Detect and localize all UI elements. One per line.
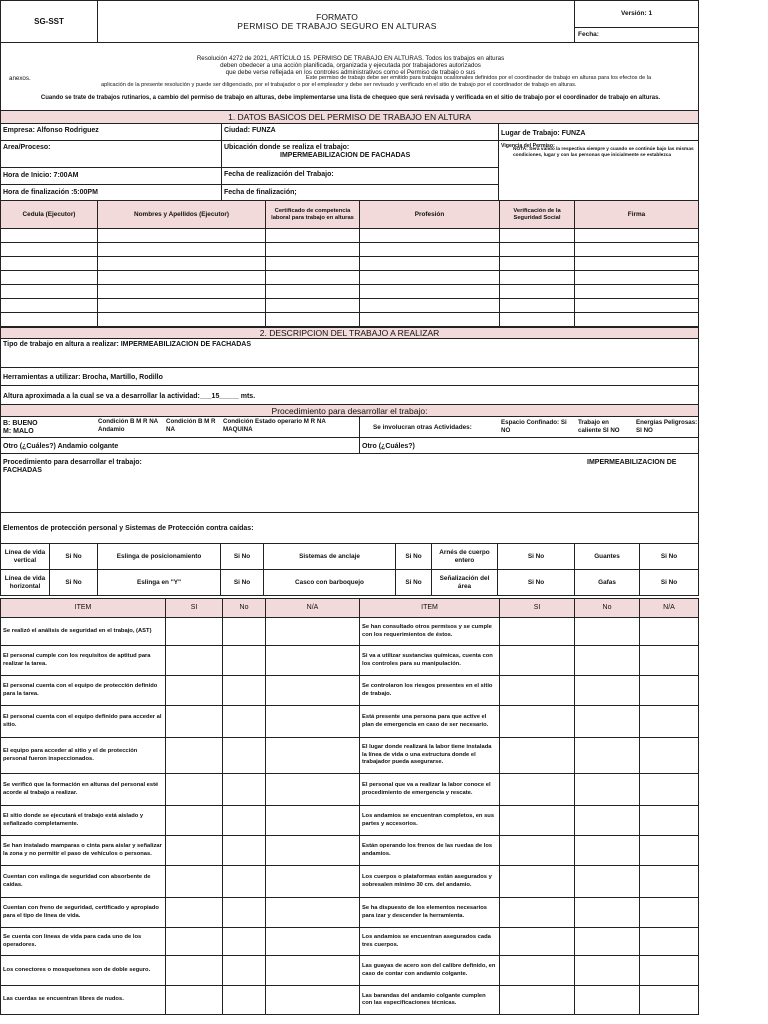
checklist-item-left: El personal cumple con los requisitos de aptitud para realizar la tarea. bbox=[0, 645, 166, 676]
checklist-si[interactable] bbox=[499, 675, 575, 706]
checklist-no[interactable] bbox=[574, 773, 640, 806]
worker-cell[interactable] bbox=[0, 228, 98, 243]
bueno-label: B: BUENO bbox=[3, 420, 38, 427]
col-seguridad-social: Verificación de la Seguridad Social bbox=[499, 200, 575, 229]
altura-label: Altura aproximada a la cual se va a desarrollar la actividad:___15_____ mts. bbox=[3, 393, 256, 400]
checklist-no[interactable] bbox=[222, 927, 266, 956]
checklist-si[interactable] bbox=[499, 737, 575, 774]
epp-item: Eslinga de posicionamiento bbox=[97, 543, 221, 570]
worker-cell[interactable] bbox=[359, 228, 500, 243]
checklist-si[interactable] bbox=[499, 985, 575, 1015]
checklist-na[interactable] bbox=[639, 645, 699, 676]
worker-cell[interactable] bbox=[0, 312, 98, 327]
checklist-si[interactable] bbox=[165, 955, 223, 986]
fecha-realizacion-cell bbox=[221, 167, 499, 185]
empresa-label: Empresa: Alfonso Rodriguez bbox=[3, 127, 99, 134]
worker-cell[interactable] bbox=[97, 270, 266, 285]
worker-cell[interactable] bbox=[0, 270, 98, 285]
checklist-na[interactable] bbox=[265, 835, 360, 866]
intro-line4-left: anexos. bbox=[9, 75, 31, 82]
checklist-na[interactable] bbox=[265, 705, 360, 738]
ubicacion-value: IMPERMEABILIZACION DE FACHADAS bbox=[280, 152, 411, 159]
checklist-si[interactable] bbox=[499, 773, 575, 806]
divider bbox=[359, 416, 360, 438]
tipo-label: Tipo de trabajo en altura a realizar: IMPERMEABILIZACION DE FACHADAS bbox=[3, 341, 252, 348]
checklist-no[interactable] bbox=[222, 675, 266, 706]
vigencia-cell bbox=[498, 140, 699, 201]
checklist-item-right: Las guayas de acero son del calibre definido, en caso de contar con andamio colgante. bbox=[359, 955, 500, 986]
worker-cell[interactable] bbox=[499, 228, 575, 243]
checklist-item-left: Cuentan con eslinga de seguridad con absorbente de caídas. bbox=[0, 865, 166, 898]
intro-line3: que debe verse reflejada en los controles administrativos como el Permiso de trabajo o sus bbox=[225, 69, 476, 76]
checklist-header: No bbox=[222, 598, 266, 618]
col-nombres: Nombres y Apellidos (Ejecutor) bbox=[97, 200, 266, 229]
checklist-item-right: Está presente una persona para que active el plan de emergencia en caso de ser necesario. bbox=[359, 705, 500, 738]
checklist-no[interactable] bbox=[574, 645, 640, 676]
checklist-si[interactable] bbox=[165, 985, 223, 1015]
section2-title: 2. DESCRIPCION DEL TRABAJO A REALIZAR bbox=[0, 327, 699, 339]
worker-cell[interactable] bbox=[574, 228, 699, 243]
checklist-si[interactable] bbox=[499, 927, 575, 956]
checklist-no[interactable] bbox=[222, 835, 266, 866]
checklist-si[interactable] bbox=[165, 927, 223, 956]
checklist-si[interactable] bbox=[499, 705, 575, 738]
epp-item: Sistemas de anclaje bbox=[263, 543, 396, 570]
worker-cell[interactable] bbox=[265, 298, 360, 313]
checklist-na[interactable] bbox=[265, 955, 360, 986]
intro-line5: aplicación de la presente resolución y puede ser diligenciado, por el trabajador o por el empleador y debe ser revisado y verificado en el sitio de trabajo por el coordinador de trabajo en alturas. bbox=[101, 82, 577, 88]
otras-actividades-label: Se involucran otras Actividades: bbox=[373, 424, 472, 431]
procedimiento-title: Procedimiento para desarrollar el trabajo: bbox=[0, 404, 699, 417]
date-label: Fecha: bbox=[578, 31, 599, 38]
checklist-na[interactable] bbox=[639, 897, 699, 928]
malo-label: M: MALO bbox=[3, 428, 34, 435]
worker-cell[interactable] bbox=[499, 242, 575, 257]
epp-si-no[interactable]: Si No bbox=[220, 569, 264, 596]
energias-peligrosas: Energías Peligrosas: SI NO bbox=[636, 419, 698, 434]
worker-cell[interactable] bbox=[0, 298, 98, 313]
otro2-label: Otro (¿Cuáles?) bbox=[362, 443, 415, 450]
checklist-no[interactable] bbox=[222, 705, 266, 738]
checklist-header: ITEM bbox=[0, 598, 166, 618]
area-label: Area/Proceso: bbox=[3, 144, 51, 151]
epp-item: Línea de vida horizontal bbox=[0, 569, 50, 596]
version-label: Versión: 1 bbox=[621, 10, 653, 17]
checklist-item-right: Los andamios se encuentran completos, en sus partes y accesorios. bbox=[359, 805, 500, 836]
worker-cell[interactable] bbox=[97, 256, 266, 271]
epp-item: Guantes bbox=[574, 543, 640, 570]
checklist-si[interactable] bbox=[499, 617, 575, 646]
checklist-item-left: Se verificó que la formación en alturas del personal esté acorde al trabajo a realizar. bbox=[0, 773, 166, 806]
checklist-item-left: Las cuerdas se encuentran libres de nudos. bbox=[0, 985, 166, 1015]
form-title bbox=[97, 0, 575, 43]
worker-cell[interactable] bbox=[499, 312, 575, 327]
checklist-si[interactable] bbox=[165, 865, 223, 898]
epp-title-cell bbox=[0, 512, 699, 544]
checklist-si[interactable] bbox=[499, 955, 575, 986]
checklist-na[interactable] bbox=[265, 927, 360, 956]
hora-fin-cell bbox=[0, 184, 222, 201]
proc-value: IMPERMEABILIZACION DE bbox=[587, 459, 677, 466]
checklist-si[interactable] bbox=[499, 835, 575, 866]
worker-cell[interactable] bbox=[97, 242, 266, 257]
checklist-item-right: Están operando los frenos de las ruedas de los andamios. bbox=[359, 835, 500, 866]
epp-si-no[interactable]: Si No bbox=[497, 543, 575, 570]
checklist-na[interactable] bbox=[265, 865, 360, 898]
checklist-item-right: Se han consultado otros permisos y se cumple con los requerimientos de éstos. bbox=[359, 617, 500, 646]
epp-title: Elementos de protección personal y Sistemas de Protección contra caídas: bbox=[3, 525, 254, 532]
checklist-header: N/A bbox=[265, 598, 360, 618]
checklist-item-left: Los conectores o mosquetones son de doble seguro. bbox=[0, 955, 166, 986]
checklist-item-right: Las barandas del andamio colgante cumplen con las especificaciones técnicas. bbox=[359, 985, 500, 1015]
checklist-no[interactable] bbox=[222, 645, 266, 676]
hora-fin-label: Hora de finalización :5:00PM bbox=[3, 189, 98, 196]
checklist-na[interactable] bbox=[639, 835, 699, 866]
epp-si-no[interactable]: Si No bbox=[639, 543, 699, 570]
worker-cell[interactable] bbox=[265, 242, 360, 257]
checklist-item-right: Se ha dispuesto de los elementos necesarios para izar y descender la herramienta. bbox=[359, 897, 500, 928]
lugar-cell bbox=[498, 123, 699, 141]
worker-cell[interactable] bbox=[359, 270, 500, 285]
epp-si-no[interactable]: Si No bbox=[49, 543, 98, 570]
version-cell bbox=[574, 0, 699, 28]
checklist-header: No bbox=[574, 598, 640, 618]
checklist-item-left: El personal cuenta con el equipo definido para acceder al sitio. bbox=[0, 705, 166, 738]
date-cell bbox=[574, 27, 699, 43]
worker-cell[interactable] bbox=[0, 256, 98, 271]
epp-item: Señalización del área bbox=[431, 569, 498, 596]
checklist-si[interactable] bbox=[499, 805, 575, 836]
conditions-row bbox=[0, 416, 699, 438]
checklist-si[interactable] bbox=[165, 675, 223, 706]
checklist-no[interactable] bbox=[222, 737, 266, 774]
col-profesion: Profesión bbox=[359, 200, 500, 229]
checklist-no[interactable] bbox=[574, 737, 640, 774]
checklist-na[interactable] bbox=[639, 705, 699, 738]
checklist-na[interactable] bbox=[639, 955, 699, 986]
checklist-header: SI bbox=[499, 598, 575, 618]
worker-cell[interactable] bbox=[574, 270, 699, 285]
checklist-na[interactable] bbox=[639, 927, 699, 956]
checklist-na[interactable] bbox=[265, 897, 360, 928]
checklist-header: SI bbox=[165, 598, 223, 618]
hora-inicio-label: Hora de Inicio: 7:00AM bbox=[3, 172, 79, 179]
checklist-si[interactable] bbox=[165, 705, 223, 738]
col-cedula: Cedula (Ejecutor) bbox=[0, 200, 98, 229]
checklist-na[interactable] bbox=[639, 985, 699, 1015]
checklist-no[interactable] bbox=[222, 897, 266, 928]
worker-cell[interactable] bbox=[574, 312, 699, 327]
hora-inicio-cell bbox=[0, 167, 222, 185]
checklist-no[interactable] bbox=[574, 805, 640, 836]
worker-cell[interactable] bbox=[499, 298, 575, 313]
epp-item: Eslinga en "Y" bbox=[97, 569, 221, 596]
col-firma: Firma bbox=[574, 200, 699, 229]
checklist-no[interactable] bbox=[222, 773, 266, 806]
worker-cell[interactable] bbox=[574, 284, 699, 299]
checklist-si[interactable] bbox=[165, 897, 223, 928]
epp-si-no[interactable]: Si No bbox=[639, 569, 699, 596]
checklist-item-right: El personal que va a realizar la labor conoce el procedimiento de emergencia y rescate. bbox=[359, 773, 500, 806]
worker-cell[interactable] bbox=[499, 284, 575, 299]
epp-item: Línea de vida vertical bbox=[0, 543, 50, 570]
section1-title: 1. DATOS BASICOS DEL PERMISO DE TRABAJO EN ALTURA bbox=[0, 110, 699, 124]
herramientas-label: Herramientas a utilizar: Brocha, Martillo, Rodillo bbox=[3, 374, 163, 381]
lugar-label: Lugar de Trabajo: FUNZA bbox=[501, 130, 586, 137]
checklist-item-right: Si va a utilizar sustancias químicas, cuenta con los controles para su manipulación. bbox=[359, 645, 500, 676]
intro-line2: deben obedecer a una acción planificada, organizada y ejecutada por trabajadores autorizados bbox=[220, 62, 481, 69]
title-line2: PERMISO DE TRABAJO SEGURO EN ALTURAS bbox=[237, 21, 437, 31]
worker-cell[interactable] bbox=[97, 284, 266, 299]
intro-box bbox=[0, 42, 699, 111]
otro1-label: Otro (¿Cuáles?) Andamio colgante bbox=[3, 443, 119, 450]
worker-cell[interactable] bbox=[265, 228, 360, 243]
epp-item: Gafas bbox=[574, 569, 640, 596]
col-certificado: Certificado de competencia laboral para trabajo en alturas bbox=[265, 200, 360, 229]
proc-label: Procedimiento para desarrollar el trabajo: bbox=[3, 459, 142, 466]
worker-cell[interactable] bbox=[359, 312, 500, 327]
checklist-na[interactable] bbox=[265, 675, 360, 706]
checklist-item-left: Se cuenta con líneas de vida para cada uno de los operadores. bbox=[0, 927, 166, 956]
checklist-item-left: Se realizó el análisis de seguridad en el trabajo, (AST) bbox=[0, 617, 166, 646]
checklist-no[interactable] bbox=[574, 835, 640, 866]
worker-cell[interactable] bbox=[359, 298, 500, 313]
condicion3: Condición Estado operario M R NA MAQUINA bbox=[223, 418, 326, 433]
checklist-no[interactable] bbox=[222, 985, 266, 1015]
checklist-item-right: Se controlaron los riesgos presentes en el sitio de trabajo. bbox=[359, 675, 500, 706]
checklist-si[interactable] bbox=[165, 835, 223, 866]
tipo-cell bbox=[0, 338, 699, 368]
checklist-header: N/A bbox=[639, 598, 699, 618]
vigencia-note: NOTA: Será valido la respectiva siempre y cuando se continúe bajo las mismas condiciones, lugar y con las personas que inicialmente se establezca bbox=[513, 147, 694, 159]
checklist-item-left: El sitio donde se ejecutará el trabajo está aislado y señalizado completamente. bbox=[0, 805, 166, 836]
worker-cell[interactable] bbox=[265, 312, 360, 327]
checklist-si[interactable] bbox=[499, 865, 575, 898]
trabajo-caliente: Trabajo en caliente SI NO bbox=[578, 419, 620, 434]
checklist-no[interactable] bbox=[222, 865, 266, 898]
worker-cell[interactable] bbox=[265, 270, 360, 285]
checklist-no[interactable] bbox=[222, 805, 266, 836]
checklist-na[interactable] bbox=[265, 645, 360, 676]
worker-cell[interactable] bbox=[359, 256, 500, 271]
vigencia-label: Vigencia del Permiso: bbox=[501, 143, 555, 149]
empresa-cell bbox=[0, 123, 222, 141]
fecha-fin-label: Fecha de finalización; bbox=[224, 189, 297, 196]
proc-value2: FACHADAS bbox=[3, 467, 42, 474]
checklist-si[interactable] bbox=[165, 737, 223, 774]
espacio-confinado: Espacio Confinado: Si NO bbox=[501, 419, 567, 434]
worker-cell[interactable] bbox=[574, 256, 699, 271]
altura-cell bbox=[0, 385, 699, 405]
worker-cell[interactable] bbox=[359, 242, 500, 257]
area-cell bbox=[0, 140, 222, 168]
checklist-item-left: Se han instalado mamparas o cinta para aislar y señalizar la zona y no permitir el paso de vehículos o personas. bbox=[0, 835, 166, 866]
ubicacion-label: Ubicación donde se realiza el trabajo: bbox=[224, 144, 350, 151]
epp-si-no[interactable]: Si No bbox=[395, 543, 432, 570]
checklist-item-right: Los andamios se encuentran asegurados cada tres cuerpos. bbox=[359, 927, 500, 956]
worker-cell[interactable] bbox=[574, 242, 699, 257]
checklist-si[interactable] bbox=[499, 897, 575, 928]
title-line1: FORMATO bbox=[316, 12, 358, 22]
checklist-si[interactable] bbox=[165, 645, 223, 676]
worker-cell[interactable] bbox=[359, 284, 500, 299]
checklist-item-left: Cuentan con freno de seguridad, certificado y apropiado para el tipo de línea de vida. bbox=[0, 897, 166, 928]
checklist-na[interactable] bbox=[265, 805, 360, 836]
worker-cell[interactable] bbox=[97, 312, 266, 327]
procedimiento-cell bbox=[0, 453, 699, 513]
checklist-item-right: El lugar donde realizará la labor tiene instalada la línea de vida o una estructura donde el trabajador pueda asegurarse. bbox=[359, 737, 500, 774]
checklist-no[interactable] bbox=[574, 705, 640, 738]
epp-item: Arnés de cuerpo entero bbox=[431, 543, 498, 570]
checklist-na[interactable] bbox=[265, 737, 360, 774]
worker-cell[interactable] bbox=[499, 270, 575, 285]
checklist-na[interactable] bbox=[265, 773, 360, 806]
otro1-cell bbox=[0, 437, 360, 454]
fecha-realizacion-label: Fecha de realización del Trabajo: bbox=[224, 171, 334, 178]
checklist-no[interactable] bbox=[574, 617, 640, 646]
herramientas-cell bbox=[0, 367, 699, 386]
checklist-no[interactable] bbox=[574, 955, 640, 986]
condicion2: Condición B M R NA bbox=[166, 418, 216, 433]
checklist-item-left: El personal cuenta con el equipo de protección definido para la tarea. bbox=[0, 675, 166, 706]
ubicacion-cell bbox=[221, 140, 499, 168]
checklist-no[interactable] bbox=[574, 927, 640, 956]
checklist-item-left: El equipo para acceder al sitio y el de protección personal fueron inspeccionados. bbox=[0, 737, 166, 774]
checklist-na[interactable] bbox=[639, 773, 699, 806]
worker-cell[interactable] bbox=[97, 298, 266, 313]
epp-si-no[interactable]: Si No bbox=[220, 543, 264, 570]
worker-cell[interactable] bbox=[499, 256, 575, 271]
checklist-no[interactable] bbox=[222, 617, 266, 646]
checklist-na[interactable] bbox=[265, 617, 360, 646]
checklist-si[interactable] bbox=[499, 645, 575, 676]
epp-item: Casco con barboquejo bbox=[263, 569, 396, 596]
checklist-no[interactable] bbox=[222, 955, 266, 986]
epp-si-no[interactable]: Si No bbox=[497, 569, 575, 596]
epp-si-no[interactable]: Si No bbox=[395, 569, 432, 596]
worker-cell[interactable] bbox=[265, 284, 360, 299]
checklist-no[interactable] bbox=[574, 675, 640, 706]
intro-line1: Resolución 4272 de 2021, ARTÍCULO 15. PERMISO DE TRABAJO EN ALTURAS. Todos los trabajos en alturas bbox=[196, 55, 505, 62]
form-code: SG-SST bbox=[0, 0, 98, 43]
worker-cell[interactable] bbox=[574, 298, 699, 313]
checklist-si[interactable] bbox=[165, 617, 223, 646]
checklist-item-right: Los cuerpos o plataformas están asegurados y sobresalen mínimo 30 cm. del andamio. bbox=[359, 865, 500, 898]
checklist-header: ITEM bbox=[359, 598, 500, 618]
checklist-no[interactable] bbox=[574, 897, 640, 928]
worker-cell[interactable] bbox=[265, 256, 360, 271]
otro2-cell bbox=[359, 437, 699, 454]
checklist-no[interactable] bbox=[574, 985, 640, 1015]
checklist-si[interactable] bbox=[165, 773, 223, 806]
checklist-no[interactable] bbox=[574, 865, 640, 898]
checklist-na[interactable] bbox=[639, 865, 699, 898]
checklist-na[interactable] bbox=[639, 617, 699, 646]
worker-cell[interactable] bbox=[97, 228, 266, 243]
checklist-na[interactable] bbox=[639, 737, 699, 774]
ciudad-cell bbox=[221, 123, 499, 141]
worker-cell[interactable] bbox=[0, 242, 98, 257]
checklist-si[interactable] bbox=[165, 805, 223, 836]
epp-si-no[interactable]: Si No bbox=[49, 569, 98, 596]
intro-line4-right: Este permiso de trabajo debe ser emitido para trabajos ocasionales definidos por el coordinador de trabajo en alturas para los efectos de la bbox=[306, 75, 652, 81]
fecha-fin-cell bbox=[221, 184, 499, 201]
worker-cell[interactable] bbox=[0, 284, 98, 299]
checklist-na[interactable] bbox=[265, 985, 360, 1015]
ciudad-label: Ciudad: FUNZA bbox=[224, 127, 276, 134]
checklist-na[interactable] bbox=[639, 805, 699, 836]
intro-note: Cuando se trate de trabajos rutinarios, a cambio del permiso de trabajo en alturas, debe implementarse una lista de chequeo que será revisada y verificada en el sitio de trabajo por el coordinador de trabajo en alturas. bbox=[40, 95, 661, 101]
condicion1: Condición B M R NA Andamio bbox=[98, 418, 158, 433]
checklist-na[interactable] bbox=[639, 675, 699, 706]
